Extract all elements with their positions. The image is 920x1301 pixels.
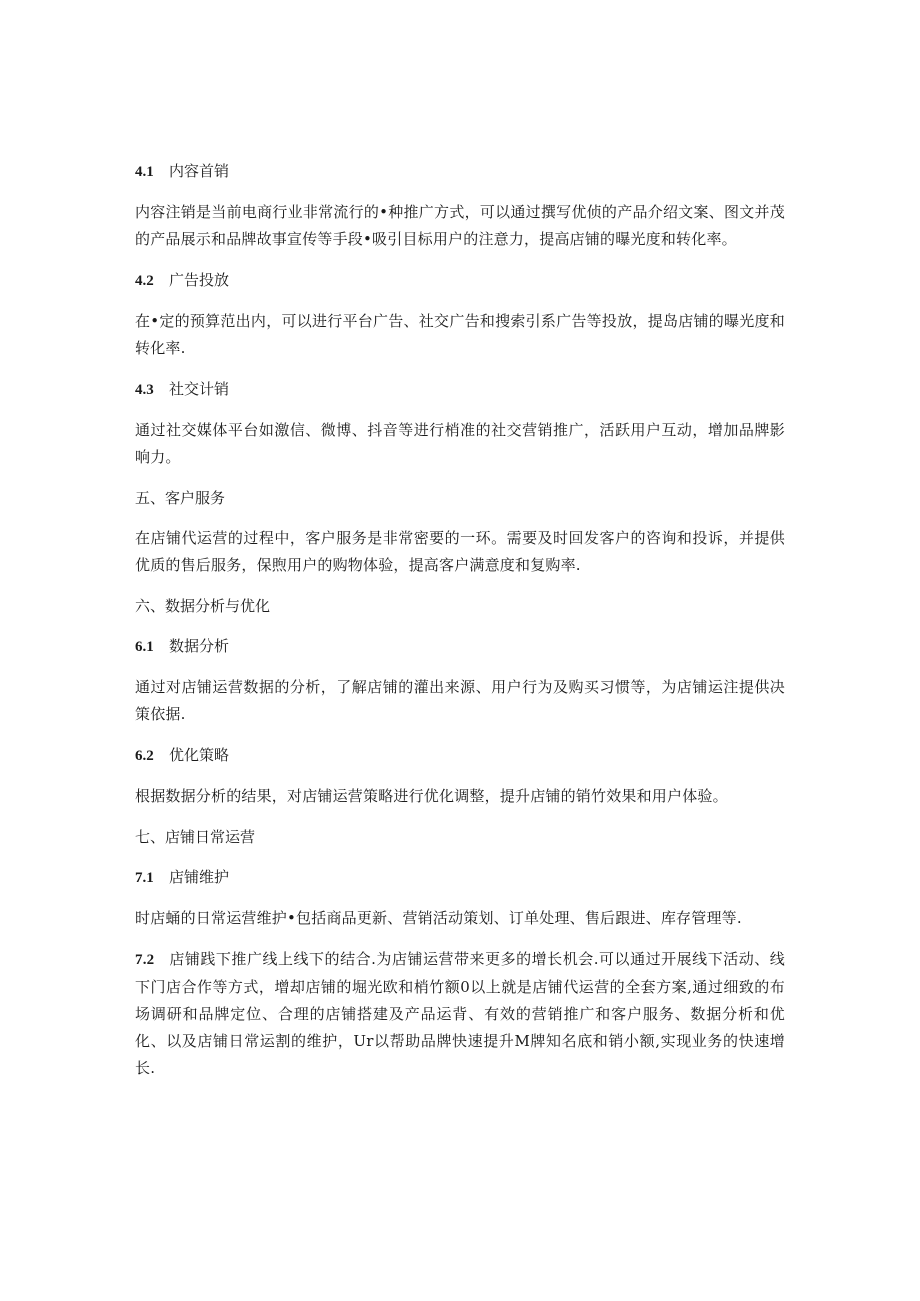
section-number: 7.1 — [135, 870, 154, 886]
section-4-3-heading — [135, 376, 785, 403]
document-page — [135, 158, 785, 1096]
section-number: 6.1 — [135, 639, 154, 655]
section-7-heading: 七、店铺日常运营 — [135, 828, 256, 846]
section-7-2-paragraph — [135, 946, 785, 1082]
section-4-3-paragraph: 通过社交媒体平台如激信、微博、抖音等进行梢准的社交营销推广，活跃用户互动，增加品牌影响力。 — [135, 421, 785, 466]
section-number: 4.1 — [135, 164, 154, 180]
section-5-heading: 五、客户服务 — [135, 489, 226, 507]
section-7-1-paragraph: 时店蛹的日常运营维护•包括商品更新、营销活动策划、订单处理、售后跟进、库存管理等. — [135, 909, 742, 927]
section-number: 4.3 — [135, 382, 154, 398]
section-number: 6.2 — [135, 748, 154, 764]
section-4-2-paragraph: 在•定的预算范出内，可以进行平台广告、社交广告和搜索引系广告等投放，提岛店铺的曝光度和转化率. — [135, 312, 785, 357]
section-title: 社交计销 — [169, 380, 230, 398]
section-6-2-paragraph: 根据数据分析的结果，对店铺运营策略进行优化调整，提升店铺的销竹效果和用户体验。 — [135, 787, 728, 805]
section-title: 优化策略 — [169, 746, 230, 764]
section-5-paragraph: 在店铺代运营的过程中，客户服务是非常密要的一环。需要及时回发客户的咨询和投诉，并提供优质的售后服务，保煦用户的购物体验，提高客户满意度和复购率. — [135, 529, 785, 574]
section-4-1-paragraph: 内容注销是当前电商行业非常流行的•种推广方式，可以通过撰写优侦的产品介绍文案、图文并茂的产品展示和品牌故事宣传等手段•吸引目标用户的注意力，提高店铺的曝光度和转化率。 — [135, 203, 785, 248]
section-title: 内容首销 — [169, 162, 230, 180]
section-number: 7.2 — [135, 952, 155, 968]
section-title: 数据分析 — [169, 637, 230, 655]
section-6-heading: 六、数据分析与优化 — [135, 597, 271, 615]
section-6-1-heading — [135, 633, 785, 660]
section-6-2-heading — [135, 742, 785, 769]
section-6-1-paragraph: 通过对店铺运营数据的分析，了解店铺的灌出来源、用户行为及购买习惯等，为店铺运注提供决策依据. — [135, 678, 785, 723]
section-title: 店铺维护 — [169, 868, 230, 886]
section-title: 广告投放 — [169, 271, 230, 289]
section-number: 4.2 — [135, 273, 154, 289]
section-4-2-heading — [135, 267, 785, 294]
section-7-1-heading — [135, 864, 785, 891]
section-7-2-text: 店铺践下推广线上线下的结合.为店铺运营带来更多的增长机会.可以通过开展线下活动、线下门店合作等方式，增却店铺的堀光欧和梢竹额0以上就是店铺代运营的全套方案,通过细致的布场调研和品牌定位、合理的店铺搭建及产品运背、有效的营销推广和客户服务、数据分析和优化、以及店铺日常运割的维护，Ur以帮助品牌快速提升M牌知名底和销小额,实现业务的快速增长. — [135, 950, 785, 1077]
section-4-1-heading — [135, 158, 785, 185]
